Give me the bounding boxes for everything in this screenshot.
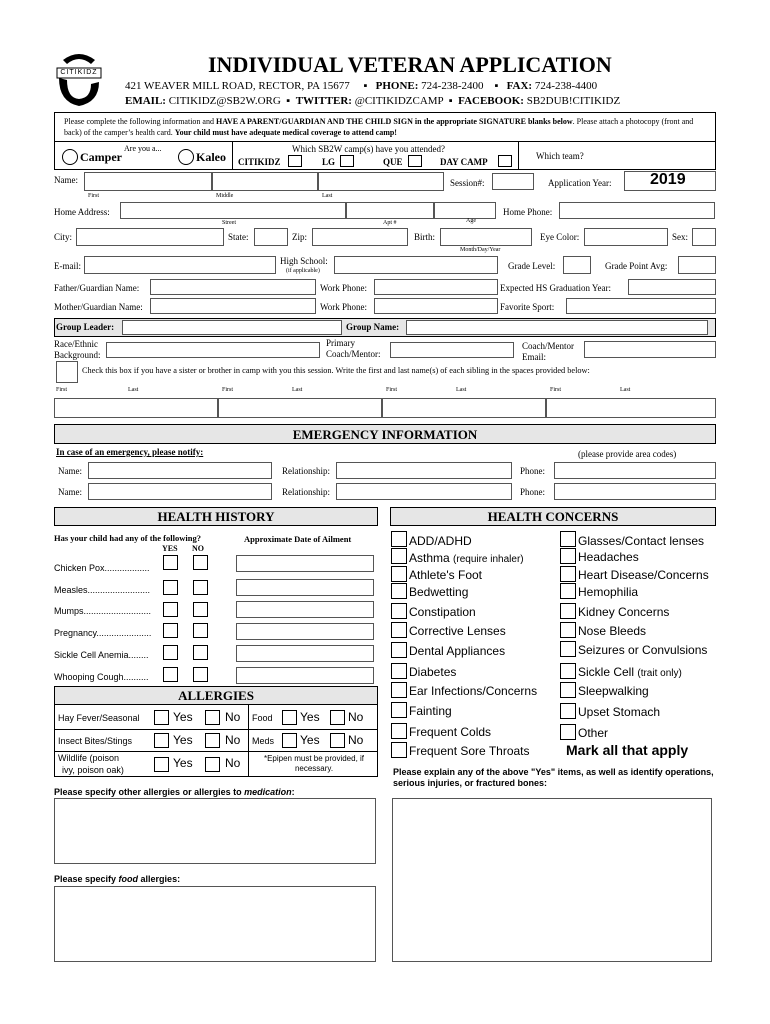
wildlife-yes[interactable] [154,757,169,772]
chicken-pox-no[interactable] [193,555,208,570]
last-name-input[interactable] [318,172,444,191]
graduation-year-input[interactable] [628,279,716,295]
chicken-pox-yes[interactable] [163,555,178,570]
apt-input[interactable] [346,202,434,219]
dental-appliances-checkbox[interactable] [391,642,407,658]
camp-citikidz-checkbox[interactable] [288,155,302,167]
wildlife-no[interactable] [205,757,220,772]
mumps-no[interactable] [193,602,208,617]
camp-que-checkbox[interactable] [408,155,422,167]
birth-date-input[interactable] [440,228,532,246]
allergies-header: ALLERGIES [54,686,378,705]
nose-bleeds-checkbox[interactable] [560,622,576,638]
group-leader-input[interactable] [122,320,342,335]
application-year-value: 2019 [650,171,686,188]
food-allergy-no[interactable] [330,710,345,725]
sibling-1-input[interactable] [54,398,218,418]
phone: 724-238-2400 [421,80,484,92]
pregnancy-date-input[interactable] [236,623,374,640]
pregnancy-no[interactable] [193,623,208,638]
sickle-cell-anemia-yes[interactable] [163,645,178,660]
food-allergies-textarea[interactable] [54,886,376,962]
frequent-sore-throats-checkbox[interactable] [391,742,407,758]
whooping-cough-yes[interactable] [163,667,178,682]
age-input[interactable] [434,202,496,219]
sibling-instructions: Check this box if you have a sister or brother in camp with you this session. Write the first and last name(s) of each sibling in the spaces provided below: [82,366,590,375]
middle-name-input[interactable] [212,172,318,191]
camp-citikidz-label: CITIKIDZ [238,157,281,167]
twitter: @CITIKIDZCAMP [354,95,444,107]
emergency-name-1-input[interactable] [88,462,272,479]
whooping-cough-no[interactable] [193,667,208,682]
diabetes-checkbox[interactable] [391,663,407,679]
measles-no[interactable] [193,580,208,595]
camps-question: Which SB2W camp(s) have you attended? [292,144,446,154]
page-title: INDIVIDUAL VETERAN APPLICATION [208,52,612,77]
kaleo-label: Kaleo [196,150,226,164]
citikidz-logo [55,50,103,108]
emergency-relationship-1-input[interactable] [336,462,512,479]
sibling-checkbox[interactable] [56,361,78,383]
contact-line-2: EMAIL: CITIKIDZ@SB2W.ORG ▪ TWITTER: @CITIKIDZCAMP ▪ FACEBOOK: SB2DUB!CITIKIDZ [125,95,621,107]
athletes-foot-checkbox[interactable] [391,566,407,582]
food-allergies-question: Please specify food allergies: [54,874,181,884]
mother-work-phone-input[interactable] [374,298,498,314]
asthma-checkbox[interactable] [391,548,407,564]
pregnancy-yes[interactable] [163,623,178,638]
insect-bites-no[interactable] [205,733,220,748]
camper-label: Camper [80,150,122,164]
first-name-input[interactable] [84,172,212,191]
session-input[interactable] [492,173,534,190]
emergency-section-header: EMERGENCY INFORMATION [54,424,716,444]
measles-date-input[interactable] [236,579,374,596]
sickle-cell-checkbox[interactable] [560,663,576,679]
whooping-cough-date-input[interactable] [236,667,374,684]
other-concern-checkbox[interactable] [560,724,576,740]
group-name-input[interactable] [406,320,708,335]
seizures-checkbox[interactable] [560,641,576,657]
glasses-contacts-checkbox[interactable] [560,531,576,547]
camp-daycamp-label: DAY CAMP [440,157,488,167]
constipation-checkbox[interactable] [391,603,407,619]
meds-allergy-yes[interactable] [282,733,297,748]
primary-coach-input[interactable] [390,342,514,358]
mumps-yes[interactable] [163,602,178,617]
corrective-lenses-checkbox[interactable] [391,622,407,638]
sibling-3-input[interactable] [382,398,546,418]
state-input[interactable] [254,228,288,246]
sibling-4-input[interactable] [546,398,716,418]
facebook: SB2DUB!CITIKIDZ [526,95,621,107]
sickle-cell-anemia-no[interactable] [193,645,208,660]
street-input[interactable] [120,202,346,219]
emergency-phone-2-input[interactable] [554,483,716,500]
logo-text: CITIKIDZ [60,69,98,76]
hay-fever-yes[interactable] [154,710,169,725]
sibling-2-input[interactable] [218,398,382,418]
meds-allergy-no[interactable] [330,733,345,748]
frequent-colds-checkbox[interactable] [391,723,407,739]
camp-lg-checkbox[interactable] [340,155,354,167]
camper-radio[interactable] [62,149,78,165]
upset-stomach-checkbox[interactable] [560,703,576,719]
eye-color-input[interactable] [584,228,668,246]
fax: 724-238-4400 [534,80,598,92]
sleepwalking-checkbox[interactable] [560,682,576,698]
camp-daycamp-checkbox[interactable] [498,155,512,167]
father-work-phone-input[interactable] [374,279,498,295]
heart-disease-checkbox[interactable] [560,566,576,582]
fainting-checkbox[interactable] [391,702,407,718]
headaches-checkbox[interactable] [560,548,576,564]
camp-lg-label: LG [322,157,336,167]
emergency-relationship-2-input[interactable] [336,483,512,500]
food-allergy-yes[interactable] [282,710,297,725]
explain-textarea[interactable] [392,798,712,962]
mark-all-note: Mark all that apply [566,742,689,758]
email-input[interactable] [84,256,276,274]
emergency-name-2-input[interactable] [88,483,272,500]
insect-bites-yes[interactable] [154,733,169,748]
zip-input[interactable] [312,228,408,246]
health-history-header: HEALTH HISTORY [54,507,378,526]
gpa-input[interactable] [678,256,716,274]
emergency-phone-1-input[interactable] [554,462,716,479]
health-concerns-header: HEALTH CONCERNS [390,507,716,526]
hemophilia-checkbox[interactable] [560,583,576,599]
explain-question: Please explain any of the above "Yes" items, as well as identify operations, serious injuries, or fractured bones: [393,767,714,788]
which-team-label: Which team? [536,151,584,161]
high-school-input[interactable] [334,256,498,274]
chicken-pox-date-input[interactable] [236,555,374,572]
mumps-date-input[interactable] [236,601,374,618]
epipen-note: *Epipen must be provided, if necessary. [263,754,365,773]
city-input[interactable] [76,228,224,246]
add-adhd-checkbox[interactable] [391,531,407,547]
coach-email-input[interactable] [584,341,716,358]
grade-level-input[interactable] [563,256,591,274]
ear-infections-checkbox[interactable] [391,682,407,698]
camp-que-label: QUE [383,157,403,167]
sickle-cell-anemia-date-input[interactable] [236,645,374,662]
hay-fever-no[interactable] [205,710,220,725]
kidney-concerns-checkbox[interactable] [560,603,576,619]
kaleo-radio[interactable] [178,149,194,165]
race-input[interactable] [106,342,320,358]
measles-yes[interactable] [163,580,178,595]
other-allergies-question: Please specify other allergies or allergies to medication: [54,787,295,797]
camper-type-question: Are you a... [124,144,162,153]
other-allergies-textarea[interactable] [54,798,376,864]
instructions-text: Please complete the following information and HAVE A PARENT/GUARDIAN AND THE CHILD SIGN in the appropriate SIGNATURE blanks below. Please attach a photocopy (front and back) of the camper’s health card. Your child must have adequate medical coverage to attend camp! [64,117,694,137]
home-phone-input[interactable] [559,202,715,219]
mother-name-input[interactable] [150,298,316,314]
email: CITIKIDZ@SB2W.ORG [168,95,281,107]
sex-input[interactable] [692,228,716,246]
father-name-input[interactable] [150,279,316,295]
contact-line-1: 421 WEAVER MILL ROAD, RECTOR, PA 15677 ▪ PHONE: 724-238-2400 ▪ FAX: 724-238-4400 [125,80,598,92]
address: 421 WEAVER MILL ROAD, RECTOR, PA 15677 [125,80,350,92]
bedwetting-checkbox[interactable] [391,583,407,599]
favorite-sport-input[interactable] [566,298,716,314]
